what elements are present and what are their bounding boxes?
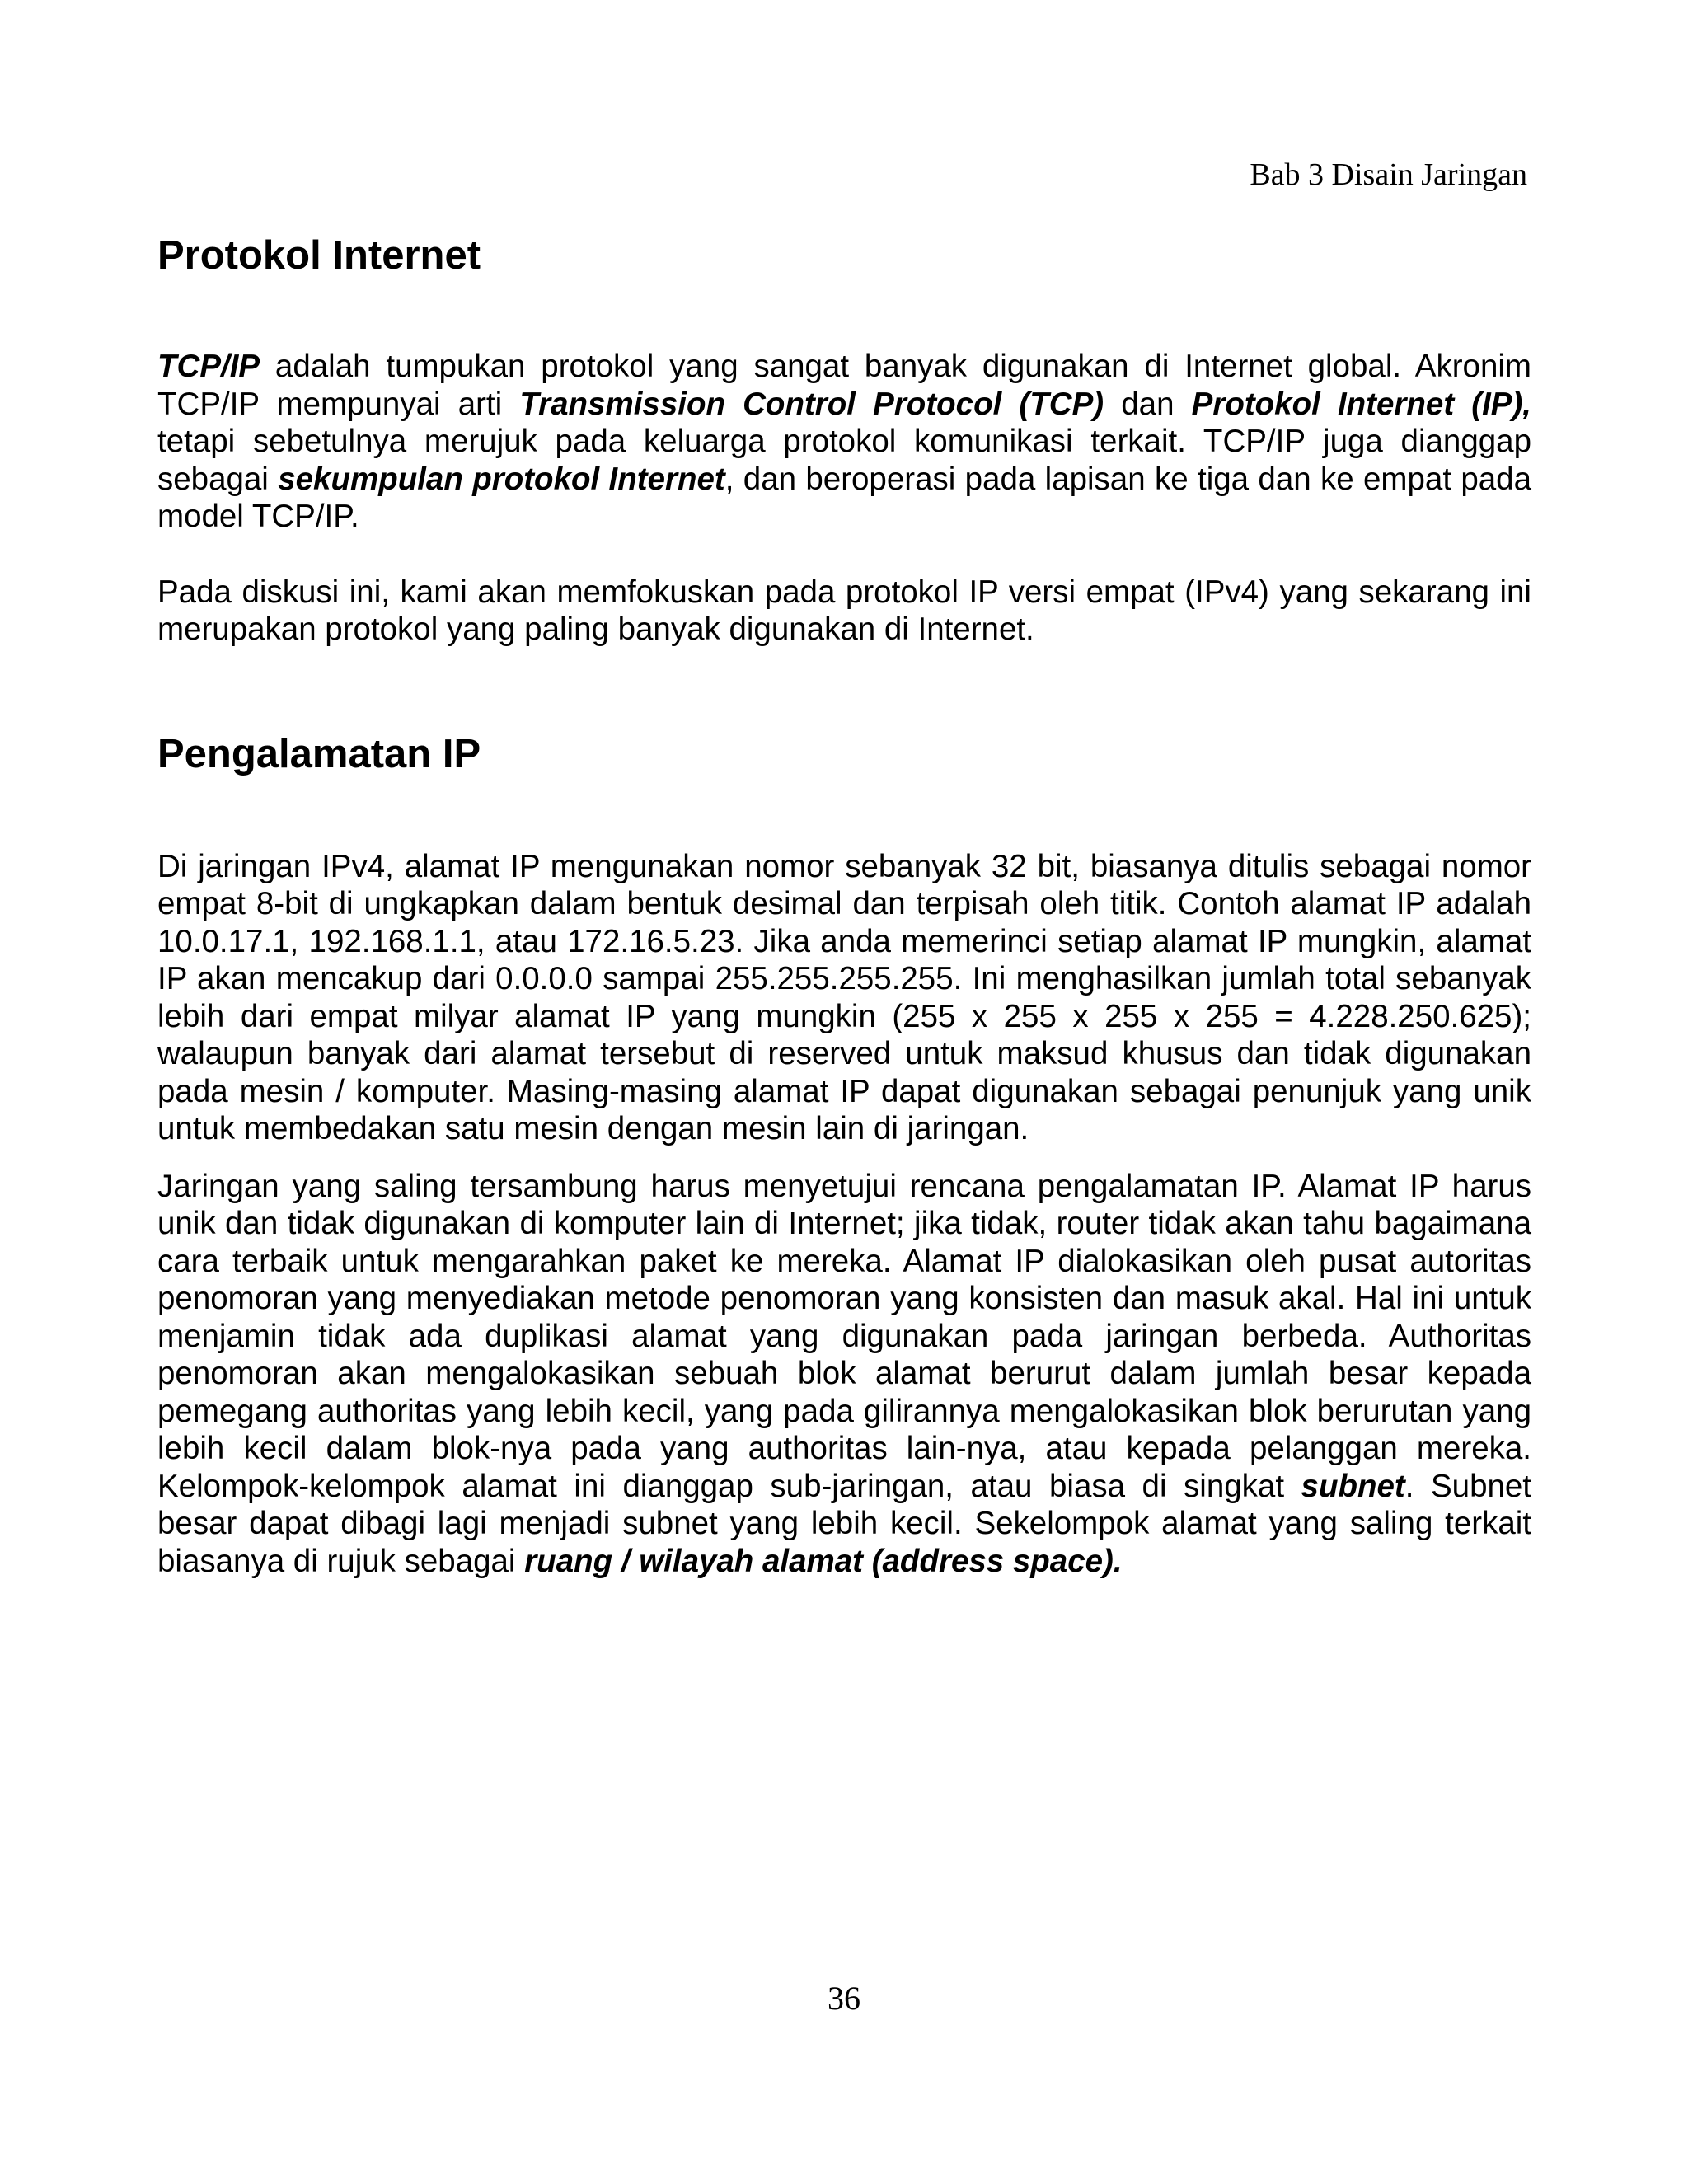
- text-run: Jaringan yang saling tersambung harus menyetujui rencana pengalamatan IP. Alamat IP harus unik dan tidak digunakan di komputer lain di Internet; jika tidak, router tidak akan tahu bagaimana cara terbaik untuk mengarahkan paket ke mereka. Alamat IP dialokasikan oleh pusat autoritas penomoran yang menyediakan metode penomoran yang konsisten dan masuk akal. Hal ini untuk menjamin tidak ada duplikasi alamat yang digunakan pada jaringan berbeda. Authoritas penomoran akan mengalokasikan sebuah blok alamat berurut dalam jumlah besar kepada pemegang authoritas yang lebih kecil, yang pada gilirannya mengalokasikan blok berurutan yang lebih kecil dalam blok-nya pada yang authoritas lain-nya, atau kepada pelanggan mereka. Kelompok-kelompok alamat ini dianggap sub-jaringan, atau biasa di singkat: [157, 1168, 1531, 1504]
- running-header: Bab 3 Disain Jaringan: [1250, 157, 1527, 192]
- section-heading-pengalamatan-ip: Pengalamatan IP: [157, 731, 481, 776]
- page-content: [157, 231, 1531, 1580]
- paragraph-addressing-plan: [157, 1168, 1531, 1581]
- paragraph-ipv4-addressing: Di jaringan IPv4, alamat IP mengunakan nomor sebanyak 32 bit, biasanya ditulis sebagai nomor empat 8-bit di ungkapkan dalam bentuk desimal dan terpisah oleh titik. Contoh alamat IP adalah 10.0.17.1, 192.168.1.1, atau 172.16.5.23. Jika anda memerinci setiap alamat IP mungkin, alamat IP akan mencakup dari 0.0.0.0 sampai 255.255.255.255. Ini menghasilkan jumlah total sebanyak lebih dari empat milyar alamat IP yang mungkin (255 x 255 x 255 x 255 = 4.228.250.625); walaupun banyak dari alamat tersebut di reserved untuk maksud khusus dan tidak digunakan pada mesin / komputer. Masing-masing alamat IP dapat digunakan sebagai penunjuk yang unik untuk membedakan satu mesin dengan mesin lain di jaringan.: [157, 848, 1531, 1146]
- term-tcp: Transmission Control Protocol (TCP): [519, 386, 1104, 422]
- paragraph-ipv4-focus: Pada diskusi ini, kami akan memfokuskan pada protokol IP versi empat (IPv4) yang sekarang ini merupakan protokol yang paling banyak digunakan di Internet.: [157, 574, 1531, 647]
- term-subnet: subnet: [1301, 1468, 1405, 1504]
- term-ip: Protokol Internet (IP),: [1191, 386, 1532, 422]
- text-run: , dan beroperasi pada lapisan ke tiga dan ke empat pada model TCP/IP.: [157, 461, 1532, 534]
- paragraph-tcpip-intro: [157, 348, 1531, 536]
- term-protocol-suite: sekumpulan protokol Internet: [278, 461, 725, 497]
- text-run: adalah tumpukan protokol yang sangat banyak digunakan di Internet global. Akronim TCP/IP mempunyai arti: [157, 349, 1531, 422]
- text-run: dan: [1104, 386, 1192, 422]
- text-run: tetapi sebetulnya merujuk pada keluarga protokol komunikasi terkait. TCP/IP juga dianggap sebagai: [157, 424, 1531, 497]
- term-tcpip: TCP/IP: [157, 349, 260, 384]
- term-address-space: ruang / wilayah alamat (address space).: [524, 1543, 1123, 1579]
- page-number: 36: [828, 1980, 860, 2017]
- text-run: . Subnet besar dapat dibagi lagi menjadi subnet yang lebih kecil. Sekelompok alamat yang saling terkait biasanya di rujuk sebagai: [157, 1468, 1531, 1579]
- section-heading-protokol-internet: Protokol Internet: [157, 233, 481, 278]
